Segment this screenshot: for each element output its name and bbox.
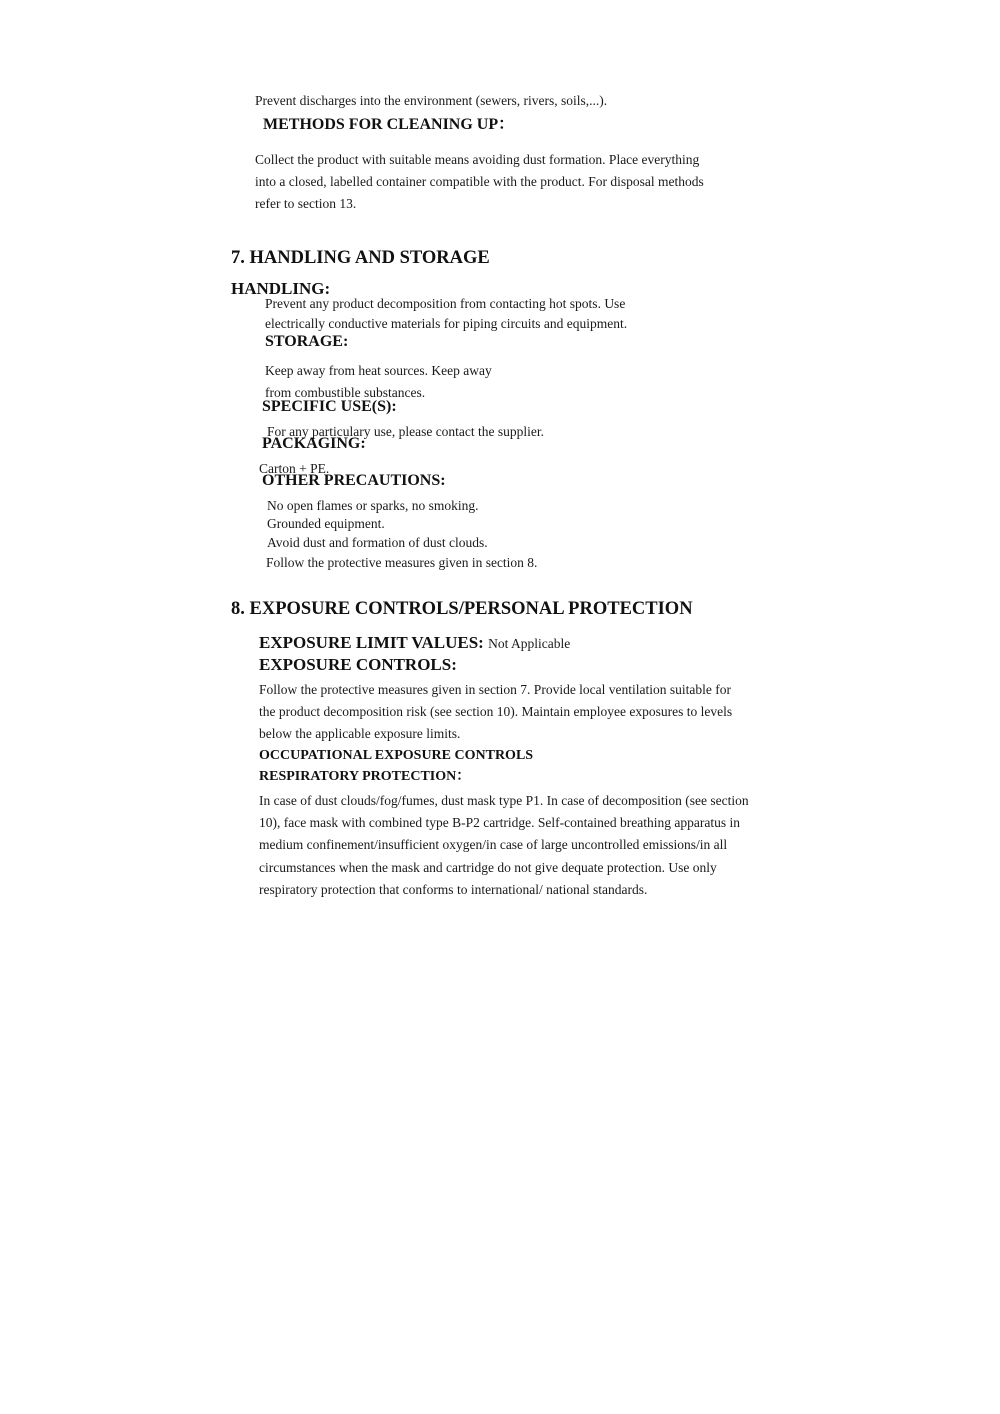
storage-line: from combustible substances.	[265, 385, 426, 400]
respiratory-line: respiratory protection that conforms to international/ national standards.	[259, 882, 648, 897]
specific-use-text: For any particulary use, please contact the supplier.	[267, 424, 545, 439]
respiratory-line: circumstances when the mask and cartridge do not give dequate protection. Use only	[259, 860, 717, 875]
packaging-heading: PACKAGING:	[262, 435, 366, 452]
storage-line: Keep away from heat sources. Keep away	[265, 363, 492, 378]
cleaning-heading: METHODS FOR CLEANING UP：	[263, 116, 515, 133]
other-precaution-line: Follow the protective measures given in section 8.	[266, 555, 538, 570]
cleaning-line: Collect the product with suitable means avoiding dust formation. Place everything	[255, 152, 700, 167]
other-precautions-heading: OTHER PRECAUTIONS:	[262, 472, 446, 489]
respiratory-protection-heading: RESPIRATORY PROTECTION：	[259, 769, 471, 784]
occupational-controls-heading: OCCUPATIONAL EXPOSURE CONTROLS	[259, 748, 534, 763]
exposure-limit-row	[259, 634, 570, 651]
exposure-controls-line: below the applicable exposure limits.	[259, 726, 461, 741]
exposure-limit-heading: EXPOSURE LIMIT VALUES:	[259, 633, 484, 652]
cleaning-line: into a closed, labelled container compatible with the product. For disposal methods	[255, 174, 704, 189]
environment-text: Prevent discharges into the environment (sewers, rivers, soils,...).	[255, 93, 608, 108]
handling-heading: HANDLING:	[231, 279, 331, 298]
section-8-title: 8. EXPOSURE CONTROLS/PERSONAL PROTECTION	[231, 599, 693, 619]
exposure-controls-line: Follow the protective measures given in section 7. Provide local ventilation suitable for	[259, 682, 732, 697]
handling-line: electrically conductive materials for piping circuits and equipment.	[265, 316, 628, 331]
packaging-text: Carton + PE.	[259, 461, 330, 476]
respiratory-line: medium confinement/insufficient oxygen/in case of large uncontrolled emissions/in all	[259, 837, 728, 852]
storage-heading: STORAGE:	[265, 333, 349, 350]
other-precaution-line: Grounded equipment.	[267, 516, 385, 531]
other-precaution-line: Avoid dust and formation of dust clouds.	[267, 535, 488, 550]
cleaning-line: refer to section 13.	[255, 196, 357, 211]
section-7-title: 7. HANDLING AND STORAGE	[231, 248, 490, 268]
respiratory-line: 10), face mask with combined type B-P2 cartridge. Self-contained breathing apparatus in	[259, 815, 740, 830]
other-precaution-line: No open flames or sparks, no smoking.	[267, 498, 479, 513]
specific-use-heading: SPECIFIC USE(S):	[262, 398, 397, 415]
handling-line: Prevent any product decomposition from contacting hot spots. Use	[265, 296, 626, 311]
exposure-controls-heading: EXPOSURE CONTROLS:	[259, 655, 457, 674]
exposure-limit-value: Not Applicable	[488, 636, 571, 651]
respiratory-line: In case of dust clouds/fog/fumes, dust mask type P1. In case of decomposition (see section	[259, 793, 749, 808]
exposure-controls-line: the product decomposition risk (see section 10). Maintain employee exposures to levels	[259, 704, 733, 719]
